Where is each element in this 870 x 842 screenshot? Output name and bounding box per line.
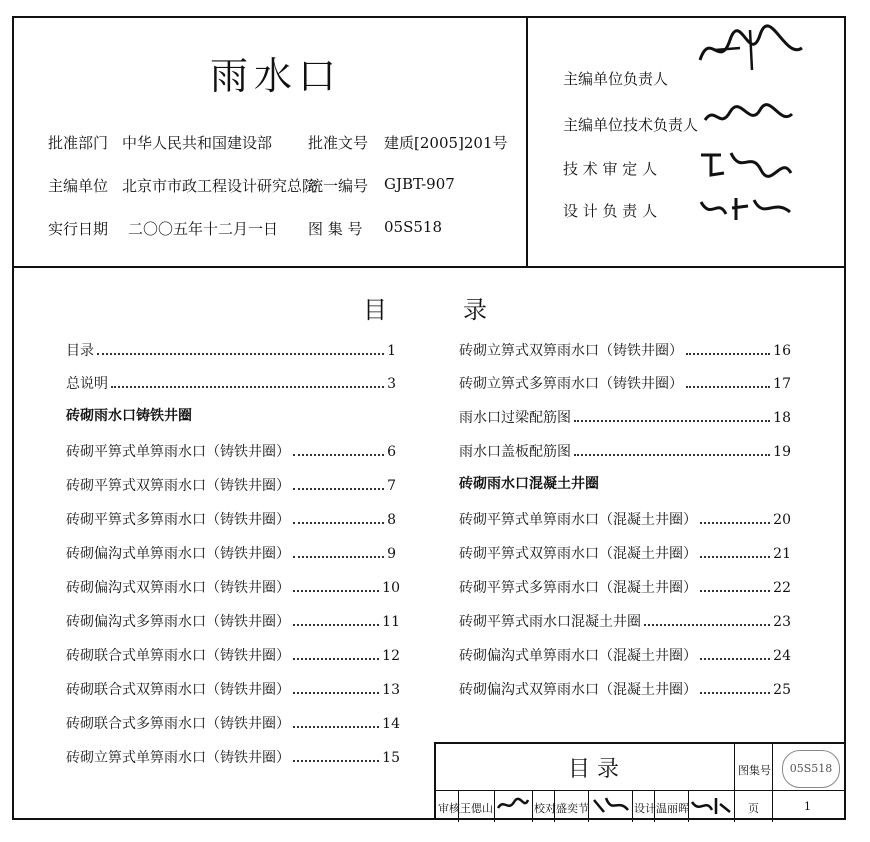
title-block-title: 目 录 [568,757,619,782]
signature-chief [690,20,810,80]
signature-design [696,190,796,226]
info-label: 主编单位 [48,177,109,195]
designer-name: 温丽晖 [656,802,689,815]
toc-entry[interactable]: 雨水口盖板配筋图 19 [459,444,791,460]
atlas-number-stamp: 05S518 [782,750,840,788]
review-label: 审核 [438,802,460,815]
toc-title-left: 目 [363,296,387,324]
toc-entry[interactable]: 砖砌偏沟式单箅雨水口（铸铁井圈） 9 [66,546,396,562]
reviewer-signature [496,794,530,816]
info-value-2: 05S518 [384,218,442,236]
toc-entry[interactable]: 砖砌平箅式多箅雨水口（混凝土井圈） 22 [459,580,791,596]
toc-entry[interactable]: 砖砌偏沟式双箅雨水口（混凝土井圈） 25 [459,682,791,698]
info-value: 北京市市政工程设计研究总院 [122,177,318,195]
page-number: 1 [804,800,811,813]
designer-signature [690,794,732,816]
checker-signature [592,794,630,816]
info-value-2: GJBT-907 [384,175,455,193]
toc-entry[interactable]: 砖砌立箅式单箅雨水口（铸铁井圈） 15 [66,750,400,766]
toc-entry[interactable]: 砖砌平箅式雨水口混凝土井圈 23 [459,614,791,630]
responsible-label: 主编单位负责人 [563,70,669,88]
responsible-label: 设 计 负 责 人 [563,202,658,220]
toc-entry[interactable]: 砖砌平箅式双箅雨水口（混凝土井圈） 21 [459,546,791,562]
info-label-2: 批准文号 [308,134,369,152]
signature-review [696,145,796,181]
info-value: 中华人民共和国建设部 [122,134,273,152]
signature-tech [700,100,800,136]
toc-title-right: 录 [463,296,487,324]
info-label-2: 图 集 号 [308,220,363,238]
toc-entry[interactable]: 砖砌立箅式双箅雨水口（铸铁井圈） 16 [459,343,791,359]
toc-entry[interactable]: 砖砌偏沟式双箅雨水口（铸铁井圈） 10 [66,580,400,596]
toc-entry[interactable]: 砖砌立箅式多箅雨水口（铸铁井圈） 17 [459,376,791,392]
design-label: 设计 [634,802,656,815]
info-label: 批准部门 [48,134,109,152]
toc-entry[interactable]: 雨水口过梁配筋图 18 [459,410,791,426]
page-label: 页 [748,802,759,815]
toc-entry[interactable]: 砖砌平箅式单箅雨水口（铸铁井圈） 6 [66,444,396,460]
toc-entry[interactable]: 总说明 3 [66,376,396,392]
check-label: 校对 [534,802,556,815]
toc-section-heading: 砖砌雨水口混凝土井圈 [459,476,599,492]
responsible-label: 技 术 审 定 人 [563,160,658,178]
info-value: 二〇〇五年十二月一日 [128,220,279,238]
toc-entry[interactable]: 砖砌偏沟式多箅雨水口（铸铁井圈） 11 [66,614,400,630]
info-label-2: 统一编号 [308,177,369,195]
toc-entry[interactable]: 砖砌联合式单箅雨水口（铸铁井圈） 12 [66,648,400,664]
header-vertical-divider [526,16,528,267]
reviewer-name: 王偲山 [460,802,493,815]
toc-entry[interactable]: 砖砌联合式多箅雨水口（铸铁井圈） 14 [66,716,400,732]
info-value-2: 建质[2005]201号 [384,134,508,152]
info-label: 实行日期 [48,220,109,238]
atlas-label: 图集号 [738,764,771,777]
toc-entry[interactable]: 砖砌平箅式多箅雨水口（铸铁井圈） 8 [66,512,396,528]
toc-entry[interactable]: 砖砌平箅式双箅雨水口（铸铁井圈） 7 [66,478,396,494]
checker-name: 盛奕节 [556,802,589,815]
toc-entry[interactable]: 砖砌平箅式单箅雨水口（混凝土井圈） 20 [459,512,791,528]
toc-section-heading: 砖砌雨水口铸铁井圈 [66,408,192,424]
responsible-label: 主编单位技术负责人 [563,116,699,134]
title-block [434,742,846,820]
header-divider [12,266,846,268]
page-title: 雨水口 [210,54,343,98]
toc-entry[interactable]: 砖砌联合式双箅雨水口（铸铁井圈） 13 [66,682,400,698]
toc-entry[interactable]: 砖砌偏沟式单箅雨水口（混凝土井圈） 24 [459,648,791,664]
toc-entry[interactable]: 目录 1 [66,343,396,359]
